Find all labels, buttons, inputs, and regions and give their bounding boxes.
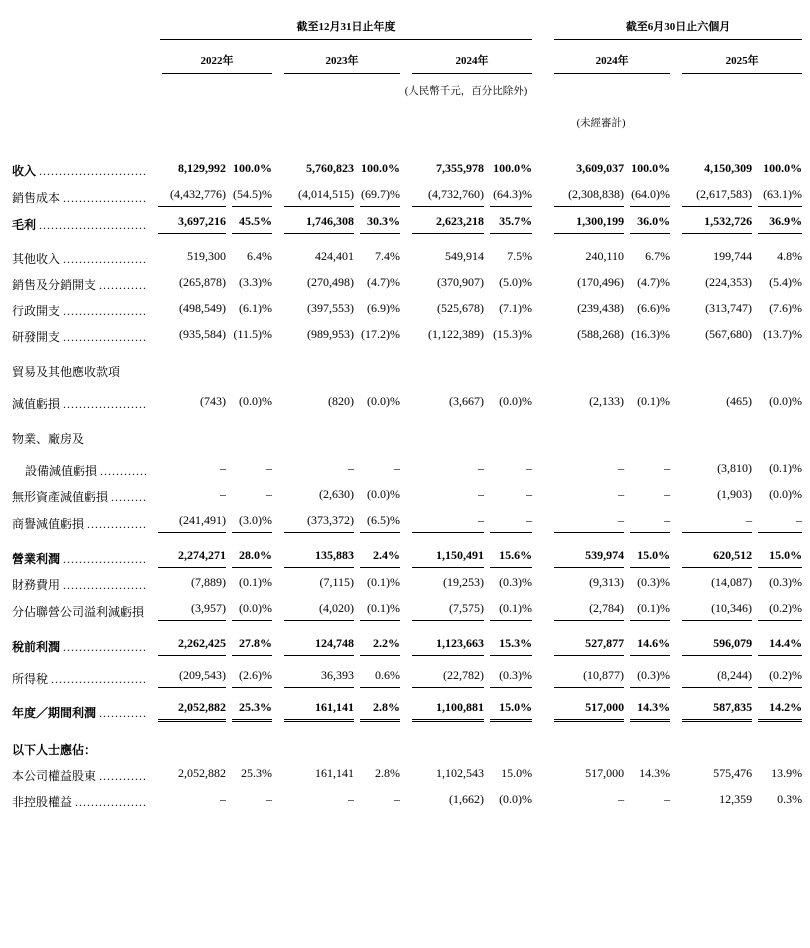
percent-cell: – (624, 512, 670, 539)
year-header-2024: 2024年 (400, 40, 532, 74)
amount-cell: 2,052,882 (150, 699, 226, 728)
row-label (12, 186, 150, 213)
amount-cell: 2,623,218 (400, 213, 484, 240)
percent-cell: (3.0)% (226, 512, 272, 539)
percent-cell: 7.5% (507, 249, 533, 263)
period-group-annual-cell (150, 14, 532, 40)
period-group-header-row (12, 14, 802, 40)
percent-cell: 35.7% (484, 213, 532, 240)
row-label (12, 352, 150, 419)
amount-cell: 1,532,726 (670, 213, 752, 240)
percent-cell: (6.5)% (354, 512, 400, 539)
percent-cell: 27.8% (226, 635, 272, 662)
dot-leader (100, 463, 146, 480)
percent-cell: (7.1)% (499, 301, 533, 315)
amount-cell: (3,810) (717, 461, 753, 475)
amount-cell: (1,122,389) (428, 327, 484, 341)
percent-cell: 0.6% (354, 667, 400, 694)
amount-cell: (743) (200, 394, 226, 408)
percent-cell: 28.0% (226, 547, 272, 574)
amount-cell: (9,313) (589, 575, 625, 589)
amount-cell: 1,300,199 (532, 213, 624, 240)
percent-cell: 15.0% (484, 699, 532, 728)
percent-cell: (0.3)% (637, 575, 671, 589)
row-label (12, 512, 150, 539)
row-label (12, 213, 150, 240)
percent-cell: 13.9% (771, 766, 803, 780)
amount-cell: 161,141 (315, 766, 354, 780)
percent-cell: – (526, 461, 533, 475)
percent-cell: 6.4% (247, 249, 272, 263)
row-label-text: 財務費用 (12, 578, 61, 592)
row-label-text: 貿易及其他應收款項 (12, 365, 121, 379)
percent-cell: 15.0% (624, 547, 670, 574)
amount-cell: – (348, 792, 354, 806)
amount-cell: 1,150,491 (400, 547, 484, 574)
amount-cell: 1,100,881 (400, 699, 484, 728)
header-label-spacer (12, 40, 150, 74)
percent-cell: 15.6% (484, 547, 532, 574)
currency-note: (人民幣千元，百分比除外) (404, 86, 528, 97)
percent-cell: – (394, 792, 400, 806)
percent-cell: (0.0)% (499, 792, 533, 806)
percent-cell: 36.9% (752, 213, 802, 240)
row-label-text: 以下人士應佔： (12, 743, 97, 757)
spacer-row (12, 130, 802, 160)
percent-cell: (17.2)% (361, 327, 400, 341)
percent-cell: (6.6)% (637, 301, 671, 315)
row-label-text: 本公司權益股東 (12, 769, 97, 783)
row-label-text: 設備減值虧損 (25, 464, 98, 478)
amount-cell: (465) (726, 394, 753, 408)
amount-cell: 124,748 (272, 635, 354, 662)
table-row (12, 742, 802, 765)
amount-cell: – (478, 487, 484, 501)
percent-cell: 100.0% (361, 161, 400, 175)
percent-cell: (0.0)% (367, 487, 400, 501)
percent-cell: (0.2)% (752, 667, 802, 694)
percent-cell: (0.3)% (769, 575, 803, 589)
percent-cell: 25.3% (226, 699, 272, 728)
table-row (12, 574, 802, 600)
amount-cell: 7,355,978 (436, 161, 484, 175)
row-label-text: 非控股權益 (12, 795, 73, 809)
row-label-text: 銷售及分銷開支 (12, 278, 97, 292)
period-group-interim-label: 截至6月30日止六個月 (554, 20, 802, 40)
percent-cell: 6.7% (645, 249, 671, 263)
table-row (12, 765, 802, 791)
dot-leader (63, 577, 146, 594)
amount-cell: – (618, 487, 625, 501)
table-row (12, 274, 802, 300)
row-label-text: 年度／期間利潤 (12, 706, 97, 720)
amount-cell: (2,784) (532, 600, 624, 627)
dot-leader (75, 794, 146, 811)
amount-cell: (313,747) (705, 301, 753, 315)
percent-cell: 7.4% (375, 249, 400, 263)
dot-leader (99, 705, 146, 722)
amount-cell: 517,000 (585, 766, 625, 780)
amount-cell: (265,878) (179, 275, 226, 289)
dot-leader (63, 396, 146, 413)
percent-cell: (0.0)% (499, 394, 533, 408)
dot-leader (39, 163, 146, 180)
percent-cell: (64.0)% (624, 186, 670, 213)
table-row (12, 300, 802, 326)
amount-cell: (239,438) (577, 301, 625, 315)
year-header-row (12, 40, 802, 74)
percent-cell: – (266, 792, 272, 806)
amount-cell: 1,746,308 (272, 213, 354, 240)
row-label-text: 物業、廠房及 (12, 432, 85, 446)
amount-cell: 3,697,216 (150, 213, 226, 240)
percent-cell: (4.7)% (637, 275, 671, 289)
table-row (12, 699, 802, 728)
amount-cell: (19,253) (443, 575, 484, 589)
row-label-text: 無形資產減值虧損 (12, 490, 109, 504)
amount-cell: (270,498) (307, 275, 354, 289)
percent-cell: 100.0% (493, 161, 533, 175)
percent-cell: (0.0)% (367, 394, 400, 408)
amount-cell: – (618, 792, 625, 806)
percent-cell: 14.2% (752, 699, 802, 728)
amount-cell: 2,052,882 (178, 766, 226, 780)
amount-cell: 3,609,037 (576, 161, 625, 175)
percent-cell: – (266, 487, 272, 501)
period-group-interim-cell (532, 14, 802, 40)
percent-cell: (0.1)% (354, 600, 400, 627)
amount-cell: (588,268) (577, 327, 625, 341)
percent-cell: (0.3)% (484, 667, 532, 694)
percent-cell: – (526, 487, 533, 501)
percent-cell: (64.3)% (484, 186, 532, 213)
percent-cell: (63.1)% (752, 186, 802, 213)
amount-cell: 240,110 (585, 249, 625, 263)
row-label (12, 274, 150, 300)
amount-cell: (10,346) (670, 600, 752, 627)
row-label (12, 742, 150, 765)
row-label (12, 600, 150, 627)
row-label (12, 419, 150, 486)
percent-cell: (3.3)% (239, 275, 272, 289)
percent-cell: – (664, 792, 671, 806)
year-header-2022: 2022年 (150, 40, 272, 74)
amount-cell: 2,274,271 (150, 547, 226, 574)
amount-cell: 539,974 (532, 547, 624, 574)
amount-cell: (209,543) (150, 667, 226, 694)
spacer-row (12, 240, 802, 248)
amount-cell: 135,883 (272, 547, 354, 574)
percent-cell: (0.1)% (637, 394, 671, 408)
amount-cell: 519,300 (187, 249, 226, 263)
dot-leader (63, 551, 146, 568)
table-row (12, 213, 802, 240)
dot-leader (63, 329, 146, 346)
percent-cell: 25.3% (241, 766, 272, 780)
percent-cell: (5.0)% (499, 275, 533, 289)
percent-cell: 45.5% (226, 213, 272, 240)
amount-cell: (4,014,515) (272, 186, 354, 213)
row-label (12, 791, 150, 817)
percent-cell: 14.6% (624, 635, 670, 662)
table-row (12, 248, 802, 274)
percent-cell: 36.0% (624, 213, 670, 240)
period-group-annual-label: 截至12月31日止年度 (160, 20, 532, 40)
percent-cell: 30.3% (354, 213, 400, 240)
amount-cell: 587,835 (670, 699, 752, 728)
percent-cell: (2.6)% (226, 667, 272, 694)
amount-cell: – (478, 461, 484, 475)
amount-cell: – (400, 512, 484, 539)
amount-cell: (14,087) (711, 575, 753, 589)
amount-cell: (498,549) (179, 301, 226, 315)
row-label-text: 所得稅 (12, 672, 49, 686)
amount-cell: (989,953) (307, 327, 354, 341)
percent-cell: 100.0% (233, 161, 272, 175)
percent-cell: (0.1)% (624, 600, 670, 627)
percent-cell: (0.0)% (226, 600, 272, 627)
amount-cell: (241,491) (150, 512, 226, 539)
amount-cell: (170,496) (577, 275, 625, 289)
amount-cell: 596,079 (670, 635, 752, 662)
percent-cell: 4.8% (777, 249, 803, 263)
row-label (12, 160, 150, 186)
dot-leader (63, 639, 146, 656)
percent-cell: (0.1)% (484, 600, 532, 627)
row-label (12, 699, 150, 728)
percent-cell: – (394, 461, 400, 475)
dot-leader (87, 516, 146, 533)
row-label-text: 研發開支 (12, 330, 61, 344)
percent-cell: (0.0)% (769, 487, 803, 501)
amount-cell: (4,432,776) (150, 186, 226, 213)
amount-cell: (8,244) (670, 667, 752, 694)
row-label-text: 銷售成本 (12, 191, 61, 205)
dot-leader (63, 190, 146, 207)
dot-leader (111, 489, 146, 506)
percent-cell: (0.3)% (499, 575, 533, 589)
amount-cell: 1,123,663 (400, 635, 484, 662)
percent-cell: (11.5)% (233, 327, 272, 341)
amount-cell: (4,020) (272, 600, 354, 627)
year-header-2024-interim: 2024年 (532, 40, 670, 74)
percent-cell: (0.3)% (624, 667, 670, 694)
currency-note-row (12, 74, 802, 98)
row-label-text: 毛利 (12, 218, 37, 232)
table-row (12, 352, 802, 419)
amount-cell: 36,393 (272, 667, 354, 694)
percent-cell: (15.3)% (493, 327, 533, 341)
percent-cell: – (484, 512, 532, 539)
amount-cell: (1,662) (449, 792, 484, 806)
table-row (12, 419, 802, 486)
amount-cell: 8,129,992 (178, 161, 226, 175)
percent-cell: (4.7)% (367, 275, 400, 289)
financial-table (12, 14, 802, 817)
row-label (12, 667, 150, 694)
percent-cell: 100.0% (763, 161, 803, 175)
amount-cell: 161,141 (272, 699, 354, 728)
percent-cell: 14.4% (752, 635, 802, 662)
row-label-text: 減值虧損 (12, 397, 61, 411)
amount-cell: 1,102,543 (436, 766, 484, 780)
table-row (12, 186, 802, 213)
percent-cell: 0.3% (777, 792, 803, 806)
row-label (12, 326, 150, 352)
amount-cell: (7,575) (400, 600, 484, 627)
unaudited-note: (未經審計) (576, 118, 626, 129)
amount-cell: (1,903) (717, 487, 753, 501)
amount-cell: (397,553) (307, 301, 354, 315)
amount-cell: (4,732,760) (400, 186, 484, 213)
percent-cell: (54.5)% (226, 186, 272, 213)
row-label-text: 收入 (12, 164, 37, 178)
table-row (12, 326, 802, 352)
percent-cell: 14.3% (639, 766, 671, 780)
percent-cell: – (664, 461, 671, 475)
header-label-spacer (12, 14, 150, 40)
percent-cell: 2.8% (375, 766, 400, 780)
table-row (12, 635, 802, 662)
amount-cell: 517,000 (532, 699, 624, 728)
amount-cell: (370,907) (437, 275, 484, 289)
amount-cell: – (670, 512, 752, 539)
table-row (12, 486, 802, 512)
row-label-text: 商譽減值虧損 (12, 517, 85, 531)
amount-cell: 424,401 (315, 249, 354, 263)
percent-cell: 15.0% (501, 766, 533, 780)
row-label (12, 300, 150, 326)
amount-cell: (567,680) (705, 327, 753, 341)
percent-cell: 15.3% (484, 635, 532, 662)
amount-cell: 527,877 (532, 635, 624, 662)
percent-cell: (0.1)% (239, 575, 272, 589)
row-label-text: 稅前利潤 (12, 640, 61, 654)
row-label (12, 248, 150, 274)
table-row (12, 791, 802, 817)
amount-cell: 199,744 (713, 249, 753, 263)
amount-cell: (10,877) (532, 667, 624, 694)
year-header-2025: 2025年 (670, 40, 802, 74)
row-label-text: 行政開支 (12, 304, 61, 318)
amount-cell: – (348, 461, 354, 475)
percent-cell: (69.7)% (354, 186, 400, 213)
table-body (12, 130, 802, 817)
amount-cell: (2,133) (589, 394, 625, 408)
percent-cell: 2.8% (354, 699, 400, 728)
row-label-text: 分佔聯營公司溢利減虧損 (12, 605, 145, 619)
unaudited-note-row (12, 98, 802, 130)
amount-cell: 575,476 (713, 766, 753, 780)
amount-cell: – (220, 792, 226, 806)
dot-leader (99, 768, 146, 785)
empty-cell (150, 742, 802, 765)
amount-cell: (7,115) (319, 575, 354, 589)
percent-cell: 2.2% (354, 635, 400, 662)
amount-cell: – (618, 461, 625, 475)
percent-cell: (7.6)% (769, 301, 803, 315)
percent-cell: (0.2)% (752, 600, 802, 627)
amount-cell: – (532, 512, 624, 539)
percent-cell: (6.1)% (239, 301, 272, 315)
amount-cell: (224,353) (705, 275, 753, 289)
table-row (12, 600, 802, 627)
dot-leader (63, 251, 146, 268)
percent-cell: – (752, 512, 802, 539)
percent-cell: (16.3)% (631, 327, 671, 341)
amount-cell: 2,262,425 (150, 635, 226, 662)
year-header-2023: 2023年 (272, 40, 400, 74)
amount-cell: (22,782) (400, 667, 484, 694)
amount-cell: 4,150,309 (704, 161, 753, 175)
dot-leader (63, 303, 146, 320)
percent-cell: (5.4)% (769, 275, 803, 289)
amount-cell: (820) (328, 394, 354, 408)
percent-cell: (0.0)% (769, 394, 803, 408)
amount-cell: 549,914 (445, 249, 484, 263)
amount-cell: 5,760,823 (306, 161, 354, 175)
percent-cell: (0.1)% (769, 461, 803, 475)
percent-cell: (0.0)% (239, 394, 272, 408)
dot-leader (99, 277, 146, 294)
amount-cell: (935,584) (179, 327, 226, 341)
percent-cell: 2.4% (354, 547, 400, 574)
table-row (12, 667, 802, 694)
row-label (12, 547, 150, 574)
spacer-row (12, 539, 802, 547)
row-label-text: 營業利潤 (12, 552, 61, 566)
dot-leader (51, 671, 146, 688)
percent-cell: – (266, 461, 272, 475)
amount-cell: – (220, 487, 226, 501)
amount-cell: (525,678) (437, 301, 484, 315)
row-label (12, 765, 150, 791)
amount-cell: (2,617,583) (670, 186, 752, 213)
amount-cell: 620,512 (670, 547, 752, 574)
table-row (12, 512, 802, 539)
amount-cell: 12,359 (719, 792, 753, 806)
percent-cell: 100.0% (631, 161, 671, 175)
percent-cell: (0.1)% (367, 575, 400, 589)
amount-cell: (2,308,838) (532, 186, 624, 213)
amount-cell: (3,957) (150, 600, 226, 627)
percent-cell: 15.0% (752, 547, 802, 574)
row-label (12, 635, 150, 662)
dot-leader (39, 217, 146, 234)
percent-cell: 14.3% (624, 699, 670, 728)
row-label-text: 其他收入 (12, 252, 61, 266)
amount-cell: – (220, 461, 226, 475)
amount-cell: (2,630) (319, 487, 354, 501)
table-row (12, 160, 802, 186)
percent-cell: – (664, 487, 671, 501)
row-label (12, 486, 150, 512)
amount-cell: (7,889) (191, 575, 226, 589)
percent-cell: (6.9)% (367, 301, 400, 315)
amount-cell: (373,372) (272, 512, 354, 539)
row-label (12, 574, 150, 600)
table-row (12, 547, 802, 574)
percent-cell: (13.7)% (763, 327, 803, 341)
spacer-row (12, 627, 802, 635)
spacer-row (12, 728, 802, 742)
amount-cell: (3,667) (449, 394, 484, 408)
